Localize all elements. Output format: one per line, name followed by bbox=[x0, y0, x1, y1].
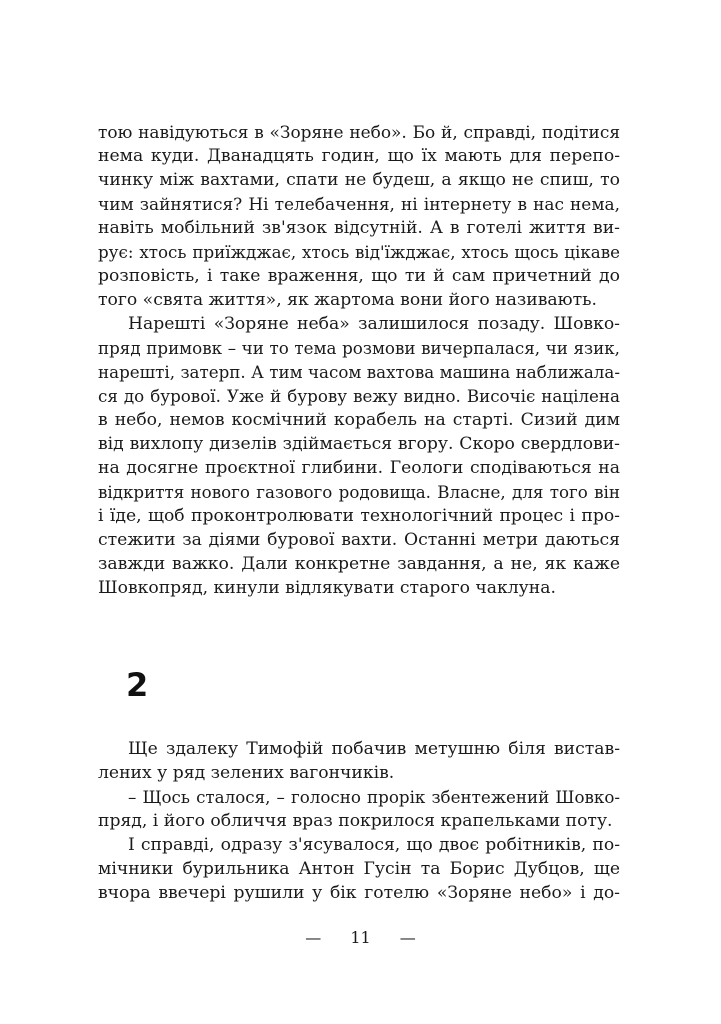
text-line: І справді, одразу з'ясувалося, що двоє робітників, по- bbox=[128, 835, 620, 855]
text-line: пряд, і його обличчя враз покрилося крапельками поту. bbox=[98, 811, 613, 831]
chapter-number: 2 bbox=[126, 666, 149, 704]
text-line: рує: хтось приїжджає, хтось від'їжджає, хтось щось цікаве bbox=[98, 242, 620, 262]
text-line: того «свята життя», як жартома вони його називають. bbox=[98, 290, 597, 310]
text-line: завжди важко. Дали конкретне завдання, а не, як каже bbox=[98, 554, 620, 574]
text-line: лених у ряд зелених вагончиків. bbox=[98, 763, 395, 783]
text-line: чим зайнятися? Ні телебачення, ні інтернету в нас нема, bbox=[98, 194, 620, 214]
folio-dash-right: — bbox=[399, 928, 416, 947]
text-line: ся до бурової. Уже й бурову вежу видно. Височіє націлена bbox=[98, 386, 620, 406]
text-line: тою навідуються в «Зоряне небо». Бо й, справді, подітися bbox=[98, 122, 620, 142]
text-block-1 bbox=[98, 120, 620, 600]
text-line: Шовкопряд, кинули відлякувати старого чаклуна. bbox=[98, 578, 556, 598]
text-line: на досягне проєктної глибини. Геологи сподіваються на bbox=[98, 458, 620, 478]
text-line: Ще здалеку Тимофій побачив метушню біля вистав- bbox=[128, 739, 620, 759]
folio-dash-left: — bbox=[305, 928, 322, 947]
text-line: Нарешті «Зоряне неба» залишилося позаду. Шовко- bbox=[128, 314, 620, 334]
text-line: і їде, щоб проконтролювати технологічний процес і про- bbox=[98, 506, 620, 526]
text-line: нема куди. Дванадцять годин, що їх мають для перепо- bbox=[98, 146, 620, 166]
text-line: в небо, немов космічний корабель на старті. Сизий дим bbox=[98, 410, 620, 430]
page-number: 11 bbox=[350, 928, 371, 947]
dialogue-line: – Щось сталося, – голосно прорік збентежений Шовко- bbox=[128, 787, 620, 807]
text-line: вчора ввечері рушили у бік готелю «Зоряне небо» і до- bbox=[98, 883, 620, 903]
text-line: мічники бурильника Антон Гусін та Борис Дубцов, ще bbox=[98, 859, 620, 879]
text-line: пряд примовк – чи то тема розмови вичерпалася, чи язик, bbox=[98, 338, 620, 358]
text-line: чинку між вахтами, спати не будеш, а якщо не спиш, то bbox=[98, 170, 620, 190]
text-line: від вихлопу дизелів здіймається вгору. Скоро свердлови- bbox=[98, 434, 620, 454]
text-line: нарешті, затерп. А тим часом вахтова машина наближала- bbox=[98, 362, 620, 382]
text-block-2 bbox=[98, 737, 620, 905]
text-line: відкриття нового газового родовища. Власне, для того він bbox=[98, 482, 620, 502]
text-line: навіть мобільний зв'язок відсутній. А в готелі життя ви- bbox=[98, 218, 620, 238]
text-line: розповість, і таке враження, що ти й сам причетний до bbox=[98, 266, 620, 286]
text-line: стежити за діями бурової вахти. Останні метри даються bbox=[98, 530, 620, 550]
page-footer bbox=[0, 926, 721, 950]
